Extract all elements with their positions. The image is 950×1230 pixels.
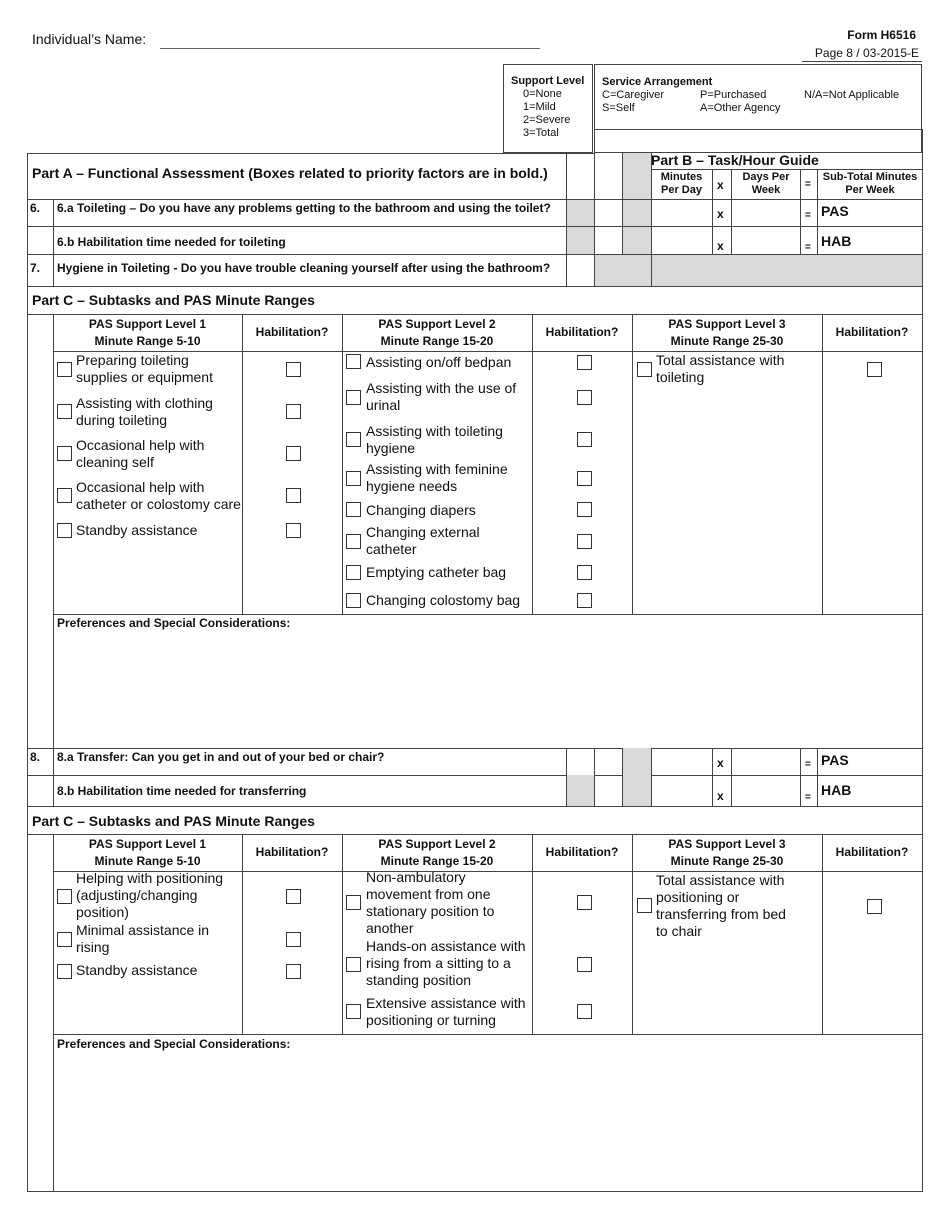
toilet-l2-item-2 (366, 380, 516, 414)
support-level-title: Support Level (511, 75, 585, 87)
col-line (817, 169, 818, 254)
col-line (622, 153, 623, 254)
days-per-week-label: Days Per Week (742, 171, 790, 196)
item-line: Total assistance with (656, 352, 785, 368)
item-line: Occasional help with (76, 479, 205, 495)
legend-other-agency: A=Other Agency (700, 102, 781, 114)
toilet-hab3-checkbox-1[interactable] (867, 362, 882, 377)
toilet-l2-checkbox-4[interactable] (346, 471, 361, 486)
l1-title: PAS Support Level 1 (88, 317, 207, 331)
col-line (566, 748, 567, 806)
col-line (731, 169, 732, 254)
toilet-col-l1-header (53, 316, 242, 350)
subtotal-label: Sub-Total Minutes Per Week (822, 171, 918, 196)
q6a-multiply: x (717, 207, 724, 221)
transfer-l1-item-1 (76, 870, 223, 921)
l3-title: PAS Support Level 3 (668, 317, 786, 331)
toilet-l1-item-2 (76, 395, 213, 429)
multiply-label: x (717, 178, 724, 192)
toilet-hab2-checkbox-8[interactable] (577, 593, 592, 608)
item-line: Minimal assistance in (76, 922, 210, 938)
frame-left (27, 153, 28, 1192)
l2-range: Minute Range 15-20 (380, 854, 494, 868)
q7-text: Hygiene in Toileting - Do you have trouble cleaning yourself after using the bathroom? (57, 261, 551, 275)
num-col-line (53, 254, 54, 286)
transfer-col-l3-header (632, 836, 822, 870)
toilet-l3-checkbox-1[interactable] (637, 362, 652, 377)
toilet-hab2-checkbox-4[interactable] (577, 471, 592, 486)
item-line: stationary position to (366, 903, 495, 919)
legend-self: S=Self (602, 102, 635, 114)
toilet-l1-item-5: Standby assistance (76, 522, 198, 538)
toilet-l2-checkbox-8[interactable] (346, 593, 361, 608)
transfer-l2-item-2 (366, 938, 526, 989)
q8b-equals: = (805, 792, 811, 803)
toilet-l1-checkbox-3[interactable] (57, 446, 72, 461)
support-level-2: 2=Severe (523, 114, 571, 126)
support-level-0: 0=None (523, 88, 562, 100)
transfer-col-hab3-header: Habilitation? (835, 845, 909, 859)
frame-right (922, 129, 923, 1192)
toilet-preferences-area[interactable] (54, 632, 921, 747)
transfer-l1-checkbox-3[interactable] (57, 964, 72, 979)
toilet-l2-item-6 (366, 524, 480, 558)
transfer-l2-item-3 (366, 995, 526, 1029)
transfer-hab3-checkbox-1[interactable] (867, 899, 882, 914)
support-level-1: 1=Mild (523, 101, 556, 113)
toilet-l2-item-8: Changing colostomy bag (366, 592, 521, 608)
q8b-hab: HAB (821, 782, 852, 798)
col-line (622, 748, 623, 806)
col-line (712, 169, 713, 254)
col-line (817, 748, 818, 806)
col-line (800, 169, 801, 254)
item-line: hygiene (366, 440, 416, 456)
legend-caregiver: C=Caregiver (602, 89, 665, 101)
item-line: urinal (366, 397, 401, 413)
col-line (800, 748, 801, 806)
q6a-equals: = (805, 210, 811, 221)
l2-title: PAS Support Level 2 (378, 837, 496, 851)
item-line: Helping with positioning (76, 870, 224, 886)
toilet-l2-item-5: Changing diapers (366, 502, 476, 518)
item-line: movement from one (366, 886, 491, 902)
q6b-equals: = (805, 242, 811, 253)
row-line (53, 1034, 922, 1035)
header-divider (802, 61, 922, 62)
toilet-l3-item-1 (656, 352, 784, 386)
col-line (594, 748, 595, 806)
transfer-hab2-checkbox-3[interactable] (577, 1004, 592, 1019)
item-line: rising from a sitting to a (366, 955, 511, 971)
toilet-l2-checkbox-3[interactable] (346, 432, 361, 447)
q8a-pas: PAS (821, 752, 849, 768)
toilet-l2-checkbox-7[interactable] (346, 565, 361, 580)
item-line: Preparing toileting (76, 352, 189, 368)
q7-number: 7. (30, 261, 41, 275)
toilet-l1-checkbox-2[interactable] (57, 404, 72, 419)
col-line (594, 64, 595, 286)
toilet-hab1-checkbox-4[interactable] (286, 488, 301, 503)
toilet-col-hab3-header: Habilitation? (835, 325, 909, 339)
toilet-col-l2-header (342, 316, 532, 350)
l1-range: Minute Range 5-10 (94, 854, 201, 868)
transfer-l3-checkbox-1[interactable] (637, 898, 652, 913)
toilet-preferences-label: Preferences and Special Considerations: (57, 616, 291, 630)
item-line: standing position (366, 972, 472, 988)
toilet-l2-checkbox-6[interactable] (346, 534, 361, 549)
toilet-l2-checkbox-2[interactable] (346, 390, 361, 405)
toilet-l2-checkbox-5[interactable] (346, 502, 361, 517)
transfer-l1-checkbox-2[interactable] (57, 932, 72, 947)
l3-range: Minute Range 25-30 (670, 854, 784, 868)
row-line (53, 614, 922, 615)
q8a-equals: = (805, 759, 811, 770)
transfer-hab2-checkbox-1[interactable] (577, 895, 592, 910)
toilet-l1-checkbox-5[interactable] (57, 523, 72, 538)
item-line: Non-ambulatory (366, 869, 466, 885)
col-line (532, 834, 533, 1034)
legend-inner-line (594, 129, 922, 130)
item-line: rising (76, 939, 110, 955)
item-line: catheter or colostomy care (76, 496, 241, 512)
toilet-hab2-checkbox-1[interactable] (577, 355, 592, 370)
item-line: transferring from bed (656, 906, 786, 922)
l2-range: Minute Range 15-20 (380, 334, 494, 348)
toilet-l2-item-1: Assisting on/off bedpan (366, 354, 512, 370)
num-col-line (53, 748, 54, 806)
transfer-col-l1-header (53, 836, 242, 870)
item-line: position) (76, 904, 129, 920)
item-line: Changing external (366, 524, 480, 540)
row-line (27, 775, 922, 776)
legend-na: N/A=Not Applicable (804, 89, 900, 101)
item-line: catheter (366, 541, 417, 557)
toilet-l2-checkbox-1[interactable] (346, 354, 361, 369)
q6-number: 6. (30, 201, 41, 215)
q8b-shade-support (566, 775, 594, 806)
frame-bottom (27, 1191, 922, 1192)
page-info: Page 8 / 03-2015-E (814, 46, 919, 60)
col-line (651, 748, 652, 806)
toilet-hab2-checkbox-2[interactable] (577, 390, 592, 405)
item-line: positioning or turning (366, 1012, 496, 1028)
part-c-title-toileting: Part C – Subtasks and PAS Minute Ranges (32, 292, 315, 308)
col-line (632, 314, 633, 614)
item-line: toileting (656, 369, 705, 385)
part-b-title-line (651, 169, 922, 170)
item-line: during toileting (76, 412, 168, 428)
item-line: supplies or equipment (76, 369, 213, 385)
row-line (27, 748, 922, 749)
part-b-shaded-col (622, 153, 651, 199)
toilet-hab2-checkbox-7[interactable] (577, 565, 592, 580)
q8-number: 8. (30, 750, 41, 764)
q8b-text: 8.b Habilitation time needed for transferring (57, 784, 307, 798)
transfer-col-l2-header (342, 836, 532, 870)
l2-title: PAS Support Level 2 (378, 317, 496, 331)
name-field-line[interactable] (160, 48, 540, 49)
col-line (566, 153, 567, 286)
toilet-hab1-checkbox-1[interactable] (286, 362, 301, 377)
toilet-hab1-checkbox-5[interactable] (286, 523, 301, 538)
q7-shade (594, 254, 922, 286)
item-line: Total assistance with (656, 872, 785, 888)
l3-range: Minute Range 25-30 (670, 334, 784, 348)
q6b-multiply: x (717, 239, 724, 253)
item-line: cleaning self (76, 454, 154, 470)
col-line (822, 834, 823, 1034)
toilet-l2-item-7: Emptying catheter bag (366, 564, 507, 580)
toilet-col-hab1-header: Habilitation? (255, 325, 329, 339)
part-b-title: Part B – Task/Hour Guide (651, 152, 819, 168)
form-number: Form H6516 (847, 28, 916, 42)
row-line (27, 254, 922, 255)
col-line (242, 314, 243, 614)
item-line: Assisting with clothing (76, 395, 213, 411)
transfer-l1-item-2 (76, 922, 209, 956)
transfer-hab1-checkbox-3[interactable] (286, 964, 301, 979)
transfer-col-hab2-header: Habilitation? (545, 845, 619, 859)
equals-label: = (805, 179, 811, 190)
q8a-multiply: x (717, 756, 724, 770)
toilet-l2-item-4 (366, 461, 508, 495)
row-line (27, 286, 922, 287)
toilet-hab2-checkbox-5[interactable] (577, 502, 592, 517)
transfer-hab1-checkbox-2[interactable] (286, 932, 301, 947)
q6a-text: 6.a Toileting – Do you have any problems getting to the bathroom and using the toilet? (57, 201, 551, 215)
transfer-hab2-checkbox-2[interactable] (577, 957, 592, 972)
l1-title: PAS Support Level 1 (88, 837, 207, 851)
col-line (242, 834, 243, 1034)
col-line (532, 314, 533, 614)
transfer-l3-item-1 (656, 872, 786, 940)
item-line: hygiene needs (366, 478, 458, 494)
transfer-l2-checkbox-1[interactable] (346, 895, 361, 910)
l1-range: Minute Range 5-10 (94, 334, 201, 348)
transfer-l2-item-1 (366, 869, 494, 937)
item-line: to chair (656, 923, 702, 939)
row-line (27, 806, 922, 807)
row-line (27, 314, 922, 315)
transfer-l1-item-3: Standby assistance (76, 962, 198, 978)
item-line: Hands-on assistance with (366, 938, 526, 954)
q8b-multiply: x (717, 789, 724, 803)
service-arrangement-title: Service Arrangement (602, 76, 713, 88)
item-line: Extensive assistance with (366, 995, 526, 1011)
q6b-hab: HAB (821, 233, 852, 249)
toilet-col-hab2-header: Habilitation? (545, 325, 619, 339)
name-label: Individual’s Name: (32, 31, 147, 47)
support-level-3: 3=Total (523, 127, 559, 139)
legend-purchased: P=Purchased (700, 89, 767, 101)
item-line: another (366, 920, 414, 936)
transfer-l2-checkbox-3[interactable] (346, 1004, 361, 1019)
part-a-top-line (27, 153, 594, 154)
transfer-preferences-area[interactable] (54, 1053, 921, 1190)
row-line (27, 199, 922, 200)
toilet-hab2-checkbox-3[interactable] (577, 432, 592, 447)
q8a-text: 8.a Transfer: Can you get in and out of your bed or chair? (57, 750, 385, 764)
minutes-per-day-label: Minutes Per Day (660, 171, 703, 196)
item-line: Occasional help with (76, 437, 205, 453)
col-line (651, 153, 652, 286)
toilet-col-l3-header (632, 316, 822, 350)
l3-title: PAS Support Level 3 (668, 837, 786, 851)
toilet-l1-item-3 (76, 437, 204, 471)
num-col-line (53, 199, 54, 254)
item-line: Assisting with toileting (366, 423, 503, 439)
toilet-hab1-checkbox-3[interactable] (286, 446, 301, 461)
item-line: Assisting with feminine (366, 461, 508, 477)
transfer-hab1-checkbox-1[interactable] (286, 889, 301, 904)
toilet-hab2-checkbox-6[interactable] (577, 534, 592, 549)
part-c-title-transfer: Part C – Subtasks and PAS Minute Ranges (32, 813, 315, 829)
toilet-l1-checkbox-1[interactable] (57, 362, 72, 377)
part-a-title: Part A – Functional Assessment (Boxes related to priority factors are in bold.) (32, 165, 548, 181)
row-line (27, 834, 922, 835)
q6b-text: 6.b Habilitation time needed for toileting (57, 235, 286, 249)
item-line: Assisting with the use of (366, 380, 517, 396)
col-line (712, 748, 713, 806)
support-level-list (523, 88, 570, 140)
toilet-l1-item-4 (76, 479, 241, 513)
transfer-col-hab1-header: Habilitation? (255, 845, 329, 859)
col-line (731, 748, 732, 806)
col-line (822, 314, 823, 614)
toilet-l1-checkbox-4[interactable] (57, 488, 72, 503)
col-line (342, 314, 343, 614)
row-line (27, 226, 922, 227)
transfer-l2-checkbox-2[interactable] (346, 957, 361, 972)
item-line: positioning or (656, 889, 740, 905)
q8-shade-gap (622, 748, 651, 806)
transfer-preferences-label: Preferences and Special Considerations: (57, 1037, 291, 1051)
item-line: (adjusting/changing (76, 887, 198, 903)
transfer-l1-checkbox-1[interactable] (57, 889, 72, 904)
toilet-hab1-checkbox-2[interactable] (286, 404, 301, 419)
toilet-l1-item-1 (76, 352, 213, 386)
q6a-pas: PAS (821, 203, 849, 219)
toilet-l2-item-3 (366, 423, 503, 457)
